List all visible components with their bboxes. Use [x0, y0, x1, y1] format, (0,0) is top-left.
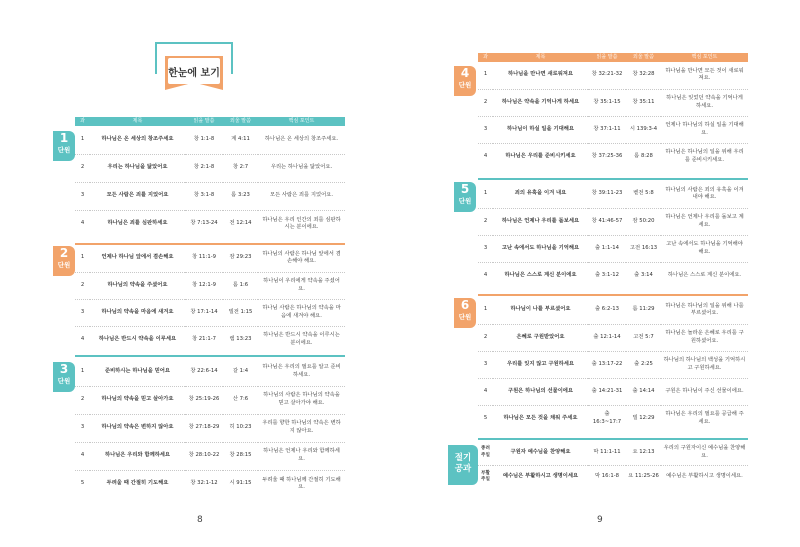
table-cell: 우리는 하나님을 닮았어요 — [90, 154, 185, 182]
page-number-left: 8 — [197, 515, 203, 525]
table-cell: 하나님이 나를 부르셨어요 — [493, 297, 588, 324]
table-cell: 모든 사람은 죄를 지었어요 — [90, 182, 185, 210]
table-cell: 우리는 하나님을 닮았어요. — [258, 154, 345, 182]
table-row — [75, 326, 345, 353]
table-cell: 롬 11:29 — [626, 297, 661, 324]
table-row — [478, 465, 748, 489]
table-cell: 창 28:15 — [223, 442, 258, 470]
table-cell: 언제나 하나님 앞에서 겸손해요 — [90, 245, 185, 272]
table-cell: 출 1:1-14 — [588, 235, 626, 262]
table-row — [75, 245, 345, 272]
table-cell: 출 3:1-12 — [595, 271, 619, 278]
page-number-right: 9 — [597, 515, 603, 525]
badge-label: 단원 — [458, 313, 472, 321]
table-cell: 롬 3:23 — [223, 182, 258, 210]
column-header: 핵심 포인트 — [258, 117, 345, 126]
table-row — [478, 441, 748, 465]
special-divider — [478, 438, 748, 440]
table-cell: 빌전 1:15 — [223, 299, 258, 326]
table-cell: 하나님은 약속을 기억나게 하세요 — [493, 89, 588, 116]
unit-5-divider — [478, 178, 748, 180]
table-cell: 하나님은 반드시 약속을 이루시는 분이에요. — [263, 332, 340, 346]
table-cell: 고전 5:7 — [626, 324, 661, 351]
table-cell: 3 — [75, 299, 90, 326]
unit-6-badge — [454, 298, 476, 328]
table-cell: 요 12:13 — [626, 441, 661, 465]
table-cell: 우리를 향한 하나님의 약속은 변하지 않아요. — [258, 414, 345, 442]
table-cell: 하나님은 하나님의 일을 위해 우리를 준비시키세요. — [665, 149, 744, 163]
table-row — [478, 89, 748, 116]
table-cell: 하나님은 죄를 심판하세요 — [107, 220, 168, 227]
table-cell: 4 — [80, 220, 85, 227]
table-cell: 잠 50:20 — [626, 208, 661, 235]
table-cell: 1 — [75, 245, 90, 272]
table-cell: 창 37:1-11 — [588, 116, 626, 143]
table-row — [478, 405, 748, 432]
unit-5-table — [478, 181, 748, 289]
table-cell: 2 — [75, 272, 90, 299]
table-cell: 하나님은 스스로 계신 분이에요. — [667, 271, 742, 278]
table-cell: 창 39:11-23 — [588, 181, 626, 208]
table-cell: 2 — [478, 324, 493, 351]
column-header: 과 — [75, 117, 90, 126]
page-title: 한눈에 보기 — [168, 58, 220, 84]
table-row — [478, 324, 748, 351]
table-cell: 벧전 5:8 — [626, 181, 661, 208]
table-cell: 고전 16:13 — [626, 235, 661, 262]
table-cell: 하나님이 하실 일을 기대해요 — [493, 116, 588, 143]
table-cell: 출 13:17-22 — [588, 351, 626, 378]
table-cell: 1 — [478, 62, 493, 89]
table-cell: 4 — [80, 335, 85, 342]
table-cell: 4 — [478, 378, 493, 405]
table-cell: 모든 사람은 죄를 지었어요. — [258, 182, 345, 210]
table-cell: 하나님은 온 세상의 창조주세요. — [258, 126, 345, 154]
badge-label: 단원 — [458, 197, 472, 205]
table-row — [75, 358, 345, 386]
table-cell: 4 — [75, 442, 90, 470]
unit-1-badge — [53, 131, 75, 161]
table-cell: 갈 1:4 — [223, 358, 258, 386]
table-cell: 하나님은 우리 인간의 죄를 심판하시는 분이에요. — [262, 216, 341, 231]
unit-5-badge — [454, 182, 476, 212]
table-cell: 하나님을 만나면 새로워져요 — [493, 62, 588, 89]
special-lesson-badge — [448, 445, 478, 485]
table-cell: 구원자 예수님을 찬양해요 — [493, 441, 588, 465]
table-cell: 하나님의 사람은 하나님 앞에서 겸손해야 해요. — [258, 245, 345, 272]
table-cell: 막 16:1-8 — [595, 473, 619, 480]
header-row — [478, 53, 748, 62]
table-cell: 롬 8:28 — [634, 152, 653, 159]
unit-3-divider — [75, 355, 345, 357]
table-cell: 5 — [80, 480, 85, 487]
table-cell: 창 17:1-14 — [185, 299, 223, 326]
table-cell: 하나님의 사람은 죄의 유혹을 이겨 내야 해요. — [661, 181, 748, 208]
badge-label: 단원 — [57, 377, 71, 385]
table-cell: 막 11:1-11 — [588, 441, 626, 465]
table-cell: 창 2:1-8 — [185, 154, 223, 182]
table-cell: 산 7:6 — [223, 386, 258, 414]
table-cell: 창 32:21-32 — [588, 62, 626, 89]
table-cell: 하나님이 우리에게 약속을 주셨어요. — [258, 272, 345, 299]
table-cell: 출 14:14 — [626, 378, 661, 405]
table-cell: 창 7:13-24 — [190, 220, 218, 227]
table-cell: 롬 1:6 — [223, 272, 258, 299]
table-row — [75, 154, 345, 182]
table-cell: 창 28:10-22 — [185, 442, 223, 470]
table-cell: 3 — [478, 116, 493, 143]
table-row — [75, 386, 345, 414]
table-cell: 부활 주일 — [481, 470, 490, 483]
table-cell: 준비하시는 하나님을 믿어요 — [90, 358, 185, 386]
title-badge — [155, 42, 233, 92]
table-cell: 창 41:46-57 — [588, 208, 626, 235]
badge-label: 6 — [460, 298, 470, 312]
table-row — [75, 299, 345, 326]
table-cell: 2 — [75, 154, 90, 182]
table-cell: 고난 속에서도 하나님을 기억해요 — [493, 235, 588, 262]
table-cell: 죄의 유혹을 이겨 내요 — [493, 181, 588, 208]
table-cell: 하나님은 모든 것을 채워 주세요 — [503, 414, 578, 421]
header-row — [75, 117, 345, 126]
table-cell: 예수님은 부활하시고 생명이세요 — [502, 473, 579, 480]
table-cell: 하나님의 하나님의 백성을 기억하시고 구원하세요. — [661, 351, 748, 378]
table-row — [478, 143, 748, 170]
badge-label: 단원 — [57, 146, 71, 154]
table-cell: 전 12:14 — [229, 220, 252, 227]
table-row — [478, 351, 748, 378]
table-cell: 히 10:23 — [223, 414, 258, 442]
table-cell: 은혜로 구원받았어요 — [493, 324, 588, 351]
table-cell: 하나님은 우리를 준비시키세요 — [505, 152, 576, 159]
table-row — [478, 62, 748, 89]
table-cell: 5 — [483, 414, 488, 421]
table-cell: 구원은 하나님의 선물이에요 — [493, 378, 588, 405]
unit-2-badge — [53, 246, 75, 276]
table-cell: 창 35:11 — [626, 89, 661, 116]
table-cell: 3 — [75, 414, 90, 442]
table-cell: 고난 속에서도 하나님을 기억해야 해요. — [661, 235, 748, 262]
table-cell: 창 1:1-8 — [185, 126, 223, 154]
table-cell: 창 32:1-12 — [190, 480, 218, 487]
table-row — [478, 297, 748, 324]
unit-4-table — [478, 53, 748, 170]
table-cell: 1 — [478, 181, 493, 208]
table-cell: 하나님은 우리와 함께하세요 — [90, 442, 185, 470]
badge-label: 공과 — [454, 464, 472, 474]
table-cell: 1 — [75, 126, 90, 154]
table-row — [75, 272, 345, 299]
table-cell: 잠 29:23 — [223, 245, 258, 272]
table-row — [478, 208, 748, 235]
badge-label: 1 — [59, 131, 69, 145]
table-cell: 3 — [478, 235, 493, 262]
table-cell: 하나님은 잊었던 약속을 기억나게 하세요. — [661, 89, 748, 116]
table-cell: 2 — [75, 386, 90, 414]
column-header: 외울 말씀 — [223, 117, 258, 126]
table-row — [478, 181, 748, 208]
table-cell: 시 91:15 — [229, 480, 252, 487]
table-cell: 요 11:25-26 — [628, 473, 659, 480]
unit-2-table — [75, 245, 345, 353]
table-cell: 창 21:1-7 — [192, 335, 216, 342]
unit-6-table — [478, 297, 748, 432]
table-cell: 1 — [478, 297, 493, 324]
table-cell: 하나님은 스스로 계신 분이에요 — [504, 271, 577, 278]
column-header: 외울 말씀 — [626, 53, 661, 62]
table-cell: 하나님의 약속을 믿고 살아가요 — [90, 386, 185, 414]
column-header: 제목 — [493, 53, 588, 62]
table-cell: 하나님은 언제나 우리를 돌보세요 — [493, 208, 588, 235]
table-cell: 렘 13:23 — [229, 335, 252, 342]
table-cell: 하나님의 약속을 마음에 새겨요 — [90, 299, 185, 326]
table-cell: 창 27:18-29 — [185, 414, 223, 442]
table-cell: 창 22:6-14 — [185, 358, 223, 386]
table-cell: 창 2:7 — [223, 154, 258, 182]
table-cell: 2 — [478, 208, 493, 235]
table-cell: 예수님은 부활하시고 생명이세요. — [666, 473, 743, 480]
badge-label: 4 — [460, 66, 470, 80]
table-row — [478, 378, 748, 405]
table-cell: 출 12:1-14 — [588, 324, 626, 351]
table-cell: 하나님은 우리의 필요를 공급해 주세요. — [665, 411, 744, 425]
table-cell: 출 3:14 — [634, 271, 653, 278]
table-cell: 창 11:1-9 — [185, 245, 223, 272]
column-header: 핵심 포인트 — [661, 53, 748, 62]
badge-label: 2 — [59, 246, 69, 260]
badge-label: 절기 — [454, 453, 472, 463]
table-cell: 4 — [483, 152, 488, 159]
table-cell: 하나님은 언제나 우리와 함께하세요. — [258, 442, 345, 470]
table-cell: 두려울 때 하나님께 간절히 기도해요. — [262, 476, 341, 491]
unit-6-divider — [478, 294, 748, 296]
table-cell: 언제나 하나님의 하실 일을 기대해요. — [661, 116, 748, 143]
table-row — [478, 235, 748, 262]
table-row — [75, 182, 345, 210]
badge-label: 단원 — [57, 261, 71, 269]
table-cell: 하나님은 하나님의 일을 위해 나를 부르셨어요. — [661, 297, 748, 324]
table-cell: 하나님은 언제나 우리를 돌보고 계세요. — [661, 208, 748, 235]
column-header: 읽을 말씀 — [185, 117, 223, 126]
table-cell: 우리의 구원자이신 예수님을 찬양해요. — [661, 441, 748, 465]
badge-label: 5 — [460, 182, 470, 196]
column-header: 제목 — [90, 117, 185, 126]
table-cell: 4 — [483, 271, 488, 278]
table-cell: 계 4:11 — [223, 126, 258, 154]
table-cell: 구원은 하나님이 주신 선물이에요. — [661, 378, 748, 405]
table-cell: 빌 12:29 — [632, 414, 655, 421]
table-cell: 창 25:19-26 — [185, 386, 223, 414]
table-cell: 출 6:2-13 — [588, 297, 626, 324]
table-cell: 창 12:1-9 — [185, 272, 223, 299]
unit-3-badge — [53, 362, 75, 392]
badge-label: 단원 — [458, 81, 472, 89]
table-row — [478, 116, 748, 143]
table-cell: 하나님의 약속을 주셨어요 — [90, 272, 185, 299]
table-cell: 하나님은 반드시 약속을 이루세요 — [98, 335, 177, 342]
table-cell: 3 — [75, 182, 90, 210]
unit-1-table — [75, 117, 345, 238]
table-row — [75, 442, 345, 470]
table-row — [75, 210, 345, 238]
table-cell: 출 16:3~17:7 — [592, 411, 622, 425]
table-cell: 종려 주일 — [478, 441, 493, 465]
table-cell: 하나님 사람은 하나님의 약속을 마음에 새겨야 해요. — [258, 299, 345, 326]
table-cell: 시 139:3-4 — [626, 116, 661, 143]
table-cell: 창 37:25-36 — [591, 152, 623, 159]
table-cell: 2 — [478, 89, 493, 116]
table-cell: 출 14:21-31 — [588, 378, 626, 405]
table-cell: 출 2:25 — [626, 351, 661, 378]
table-row — [478, 262, 748, 289]
table-cell: 하나님의 사람은 하나님의 약속을 믿고 살아가야 해요. — [258, 386, 345, 414]
unit-4-badge — [454, 66, 476, 96]
table-row — [75, 470, 345, 498]
table-cell: 3 — [478, 351, 493, 378]
table-row — [75, 126, 345, 154]
table-cell: 창 35:1-15 — [588, 89, 626, 116]
badge-label: 3 — [59, 362, 69, 376]
table-cell: 하나님은 온 세상의 창조주세요 — [90, 126, 185, 154]
table-cell: 창 32:28 — [626, 62, 661, 89]
table-cell: 하나님은 놀라운 은혜로 우리를 구원하셨어요. — [661, 324, 748, 351]
table-cell: 우리를 잊지 않고 구원하세요 — [493, 351, 588, 378]
table-cell: 하나님의 약속은 변하지 않아요 — [90, 414, 185, 442]
unit-3-table — [75, 358, 345, 498]
table-row — [75, 414, 345, 442]
table-cell: 하나님은 우리의 필요를 알고 준비하세요. — [258, 358, 345, 386]
column-header: 읽을 말씀 — [588, 53, 626, 62]
table-cell: 1 — [75, 358, 90, 386]
special-table — [478, 441, 748, 489]
table-cell: 두려울 때 간절히 기도해요 — [106, 480, 169, 487]
table-cell: 창 3:1-8 — [185, 182, 223, 210]
column-header: 과 — [478, 53, 493, 62]
table-cell: 하나님을 만나면 모든 것이 새로워져요. — [661, 62, 748, 89]
